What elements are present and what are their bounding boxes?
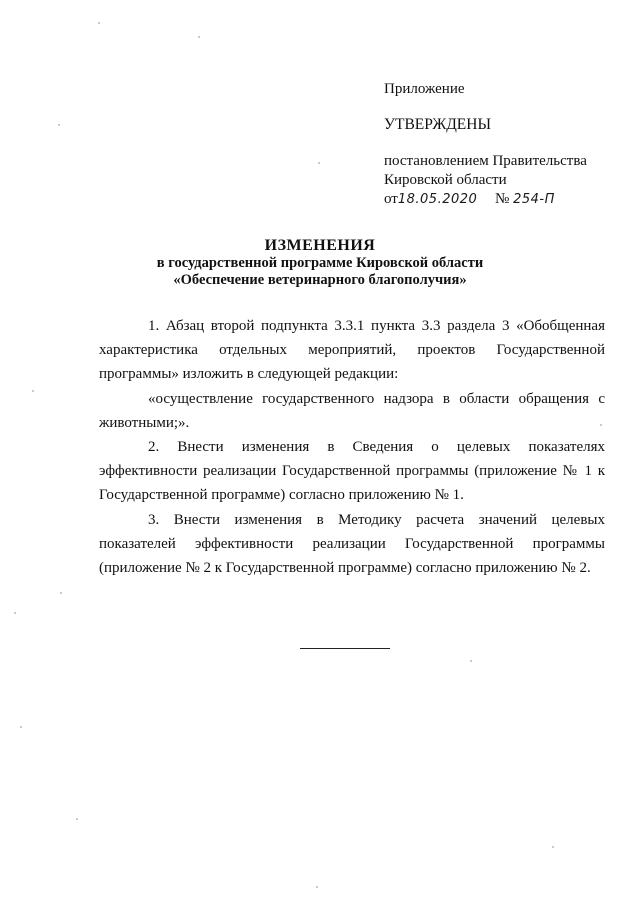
document-title bbox=[100, 236, 540, 289]
resolution-line-2: Кировской области bbox=[384, 172, 507, 188]
scan-speck bbox=[60, 592, 62, 594]
scan-speck bbox=[76, 818, 78, 820]
title-line-3: «Обеспечение ветеринарного благополучия» bbox=[173, 272, 467, 288]
title-line-2: в государственной программе Кировской области bbox=[156, 255, 484, 271]
paragraph-1: 1. Абзац второй подпункта 3.3.1 пункта 3.3 раздела 3 «Обобщенная характеристика отдельных мероприятий, проектов Государственной программы» изложить в следующей редакции: bbox=[99, 318, 605, 383]
scan-speck bbox=[198, 36, 200, 38]
number-prefix: № bbox=[495, 191, 510, 207]
title-main: ИЗМЕНЕНИЯ bbox=[264, 237, 376, 254]
approval-block bbox=[384, 80, 624, 209]
scan-speck bbox=[316, 886, 318, 888]
approved-label: УТВЕРЖДЕНЫ bbox=[384, 116, 491, 133]
end-divider bbox=[300, 648, 390, 649]
scan-speck bbox=[32, 390, 34, 392]
scan-speck bbox=[318, 162, 320, 164]
paragraph-2: 2. Внести изменения в Сведения о целевых показателях эффективности реализации Государственной программы (приложение № 1 к Государственной программе) согласно приложению № 1. bbox=[99, 439, 605, 504]
scan-speck bbox=[600, 424, 602, 426]
scan-speck bbox=[552, 846, 554, 848]
scan-speck bbox=[58, 124, 60, 126]
handwritten-number: 254-П bbox=[513, 192, 555, 207]
resolution-date-number-line bbox=[384, 190, 624, 209]
paragraph-3: 3. Внести изменения в Методику расчета значений целевых показателей эффективности реализации Государственной программы (приложение № 2 к Государственной программе) согласно приложению № 2. bbox=[99, 511, 605, 577]
handwritten-date: 18.05.2020 bbox=[397, 192, 478, 207]
scan-speck bbox=[470, 660, 472, 662]
scan-speck bbox=[20, 726, 22, 728]
document-body bbox=[99, 314, 605, 580]
appendix-label: Приложение bbox=[384, 81, 465, 97]
scan-speck bbox=[98, 22, 100, 24]
scan-speck bbox=[14, 612, 16, 614]
paragraph-quote: «осуществление государственного надзора в области обращения с животными;». bbox=[99, 390, 605, 431]
from-prefix: от bbox=[384, 191, 398, 207]
resolution-line-1: постановлением Правительства bbox=[384, 153, 587, 169]
